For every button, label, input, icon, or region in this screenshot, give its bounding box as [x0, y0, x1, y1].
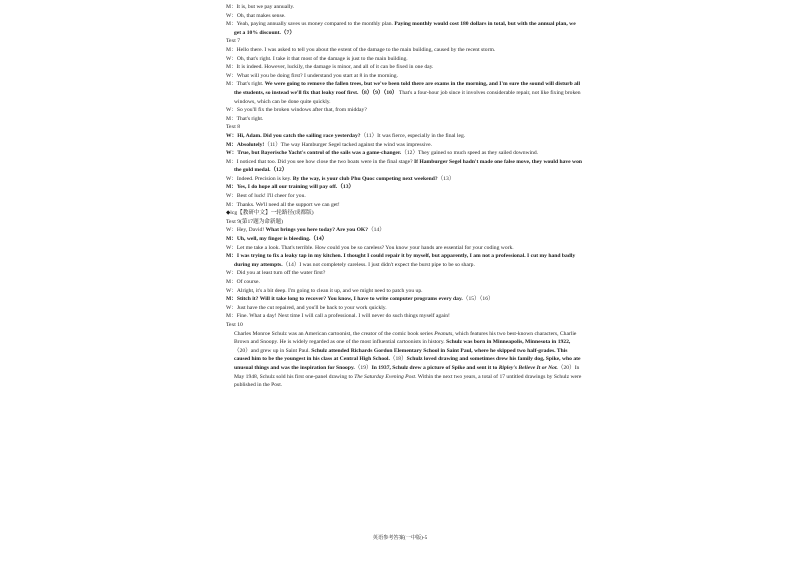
text-segment: （11）It was fierce, especially in the final leg. [360, 132, 466, 139]
text-segment: Charles Monroe Schulz was an American cartoonist, the creator of the comic book series [234, 330, 435, 337]
text-segment: M：Hello there. I was asked to tell you about the extent of the damage to the main building, caused by the recent storm. [226, 46, 496, 53]
text-segment: , which features his two best-known characters, Charlie Brown and Snoopy. He is widely regarded as one of the most influential cartoonists in history. [234, 330, 577, 346]
text-line [226, 312, 584, 321]
answer-highlight: W：Hi, Adam. Did you catch the sailing race yesterday? [226, 132, 361, 139]
text-segment: M：Thanks. We'll need all the support we can get! [226, 201, 340, 208]
text-segment: W：Oh, that's right. I take it that most of the damage is just to the main building. [226, 55, 408, 62]
text-line [226, 3, 584, 12]
text-line [226, 158, 584, 175]
text-line [226, 46, 584, 55]
text-segment: The Saturday Evening Post [354, 373, 416, 380]
text-line [226, 183, 584, 192]
answer-highlight: In 1937, Schulz drew a picture of Spike and sent it to [371, 364, 499, 371]
text-line [226, 132, 584, 141]
answer-highlight: M：Absolutely! [226, 141, 265, 148]
answer-highlight: If Hamburger Segel hadn't made one false move, they would have won the gold medal.（12） [234, 158, 582, 174]
text-segment: M：Fine. What a day! Next time I will call a professional. I will never do such things myself again! [226, 313, 450, 320]
text-line [226, 12, 584, 21]
text-segment: W：So you'll fix the broken windows after that, from midday? [226, 107, 367, 114]
text-segment: Text 9(第17题为命新题) [226, 218, 283, 225]
text-segment: M：Of course. [226, 279, 260, 285]
answer-highlight: M：I was trying to fix a leaky tap in my kitchen. I thought I could repair it by myself, but apparently, I am not a professional. I cut my hand badly during my attempts. [226, 253, 576, 268]
answer-highlight: Schulz attended Richards Gordon Elementary School in Saint Paul, where he skipped two half-grades. This caused him to be the youngest in his class at Central High School. [234, 347, 568, 363]
text-segment: （19） [354, 364, 372, 371]
text-line [226, 149, 584, 158]
text-segment: Peanuts [434, 330, 453, 337]
text-segment: Text 8 [226, 124, 241, 131]
answer-highlight: By the way, is your club Phu Quoc competing next weekend? [292, 175, 438, 182]
text-segment: M：I noticed that too. Did you see how close the two boats were in the final stage? [226, 158, 414, 165]
text-line [226, 55, 584, 64]
answer-highlight: Schulz loved drawing and sometimes drew his family dog, Spike, who ate unusual things and was the inspiration for Snoopy. [234, 356, 581, 371]
text-line [226, 269, 584, 278]
text-line [226, 72, 584, 81]
text-segment: （20）and grew up in Saint Paul. [234, 347, 312, 354]
text-segment: W：What will you be doing first? I understand you start at 8 in the morning. [226, 72, 398, 79]
text-segment: W：Indeed. Precision is key. [226, 175, 293, 182]
text-segment: W：Hey, David! [226, 227, 266, 234]
text-line [226, 123, 584, 132]
text-segment: M：It is indeed. However, luckily, the damage is minor, and all of it can be fixed in one day. [226, 64, 434, 71]
text-line [226, 80, 584, 106]
text-segment: （13） [437, 175, 455, 182]
answer-highlight: Paying monthly would cost 180 dollars in total, but with the annual plan, we get a 10% discount.（7） [234, 21, 576, 36]
text-line [226, 304, 584, 313]
text-segment: M：It is, but we pay annually. [226, 4, 295, 10]
text-segment: （20）In May 1948, Schulz sold his first one-panel drawing to [234, 364, 580, 380]
text-segment: M：That's right. [226, 81, 265, 88]
text-line [226, 201, 584, 210]
page-footer: 英语参考答案(一中版)-5 [372, 535, 428, 541]
text-segment: Text 7 [226, 38, 241, 45]
text-segment: （14） [368, 227, 385, 234]
text-segment: （18） [389, 356, 407, 363]
answer-highlight: M：Yes, I do hope all our training will pay off.（13） [226, 184, 355, 191]
text-line [226, 115, 584, 124]
text-segment: W：Alright, it's a bit deep. I'm going to clean it up, and we might need to patch you up. [226, 287, 423, 294]
text-line [226, 244, 584, 253]
text-segment: M：Yeah, paying annually saves us money compared to the monthly plan. [226, 21, 395, 28]
text-segment: Text 10 [226, 321, 243, 328]
text-segment: M：That's right. [226, 115, 264, 122]
text-segment: （15）（16） [462, 296, 494, 303]
text-line [226, 235, 584, 244]
answer-highlight: Schulz was born in Minneapolis, Minnesota in 1922, [446, 339, 571, 346]
text-line [226, 278, 584, 287]
text-line [226, 37, 584, 46]
text-segment: W：Just have the cut repaired, and you'll be back to your work quickly. [226, 304, 387, 311]
text-segment: W：Let me take a look. That's terrible. How could you be so careless? You know your hands are essential for your coding work. [226, 244, 514, 251]
answer-highlight: Ripley's Believe It or Not. [498, 364, 558, 371]
text-line [226, 321, 584, 330]
text-line [226, 63, 584, 72]
text-line [226, 106, 584, 115]
text-line [226, 141, 584, 150]
answer-highlight: W：True, but Bayerische Yacht's control of the sails was a game-changer. [226, 150, 402, 157]
text-line [226, 287, 584, 296]
text-line [226, 209, 584, 218]
answer-highlight: What brings you here today? Are you OK? [265, 227, 369, 234]
answer-highlight: M：Uh, well, my finger is bleeding.（14） [226, 236, 328, 243]
text-segment: （12）They gained so much speed as they sailed downwind. [401, 150, 539, 157]
text-line [226, 226, 584, 235]
text-segment: That's a four-hour job since it involves considerable repair, not like fixing broken windows, which can be done quite quickly. [234, 89, 581, 105]
text-segment: W：Oh, that makes sense. [226, 12, 286, 19]
text-line [226, 252, 584, 269]
text-line [226, 295, 584, 304]
text-segment: （11）The way Hamburger Segel tacked against the wind was impressive. [264, 141, 433, 148]
answer-key-text [226, 3, 584, 390]
text-segment: ◆lcg【教研中文】一轮路径(成都版) [226, 210, 314, 217]
text-line [226, 192, 584, 201]
text-segment: （14）I was not completely careless. I just didn't expect the burst pipe to be so sharp. [282, 261, 475, 268]
text-line [226, 218, 584, 227]
text-line [226, 330, 584, 390]
text-line [226, 20, 584, 37]
text-segment: . Within the next two years, a total of 17 untitled drawings by Schulz were published in the Post. [234, 373, 582, 389]
text-line [226, 175, 584, 184]
answer-highlight: We were going to remove the fallen trees, but we've been told there are exams in the morning, and I'm sure the sound will disturb all the students, so instead we'll fix that leaky roof first.（8）（9）（10） [234, 81, 581, 96]
text-segment: W：Best of luck! I'll cheer for you. [226, 193, 306, 200]
text-segment: W：Did you at least turn off the water first? [226, 270, 326, 277]
answer-highlight: M：Stitch it? Will it take long to recover? You know, I have to write computer programs every day. [226, 296, 463, 303]
